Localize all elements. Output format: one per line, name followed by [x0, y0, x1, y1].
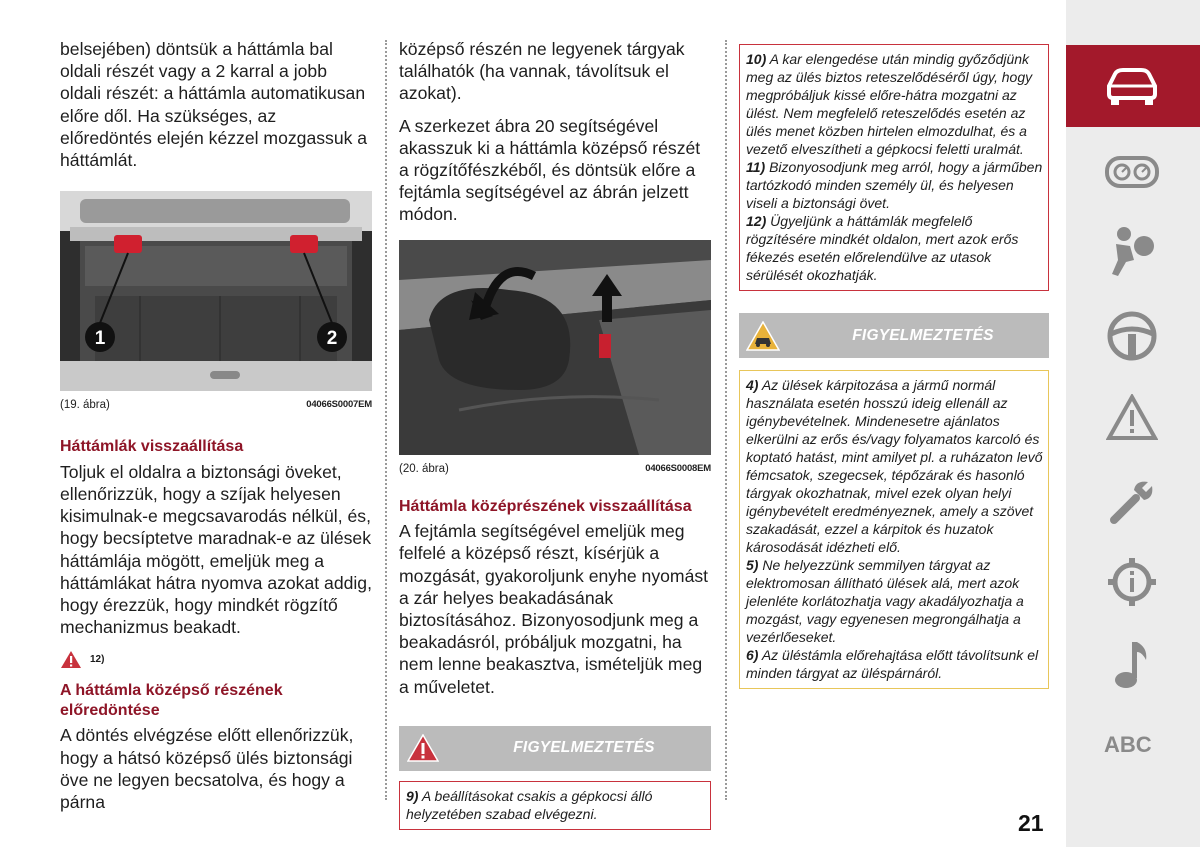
note-item	[746, 376, 1043, 556]
music-note-icon	[1108, 638, 1156, 690]
note-number: 6)	[746, 647, 759, 663]
callout-2: 2	[326, 328, 338, 350]
warning-header	[399, 726, 711, 771]
note-number: 10)	[746, 51, 767, 67]
warning-triangle-icon	[746, 321, 780, 351]
figure-caption	[399, 463, 711, 475]
paragraph: Toljuk el oldalra a biztonsági öveket, ellenőrizzük, hogy a szíjak helyesen kisimulnak-e megcsavarodás nélkül, és, hogy becsíptetve maradnak-e az ülések háttámlája mögött, emeljük meg a háttámlákat hátra nyomva azokat addig, hogy érezzük, hogy mindkét rögzítő mechanizmus beakadt.	[60, 461, 372, 638]
note-number: 5)	[746, 557, 759, 573]
warning-triangle-icon	[60, 650, 82, 669]
note-item	[746, 646, 1043, 682]
car-icon	[1103, 64, 1161, 108]
section-heading: Háttámla középrészének visszaállítása	[399, 497, 692, 515]
sidebar-item-warnings[interactable]	[1102, 390, 1162, 446]
warning-triangle-icon	[407, 734, 439, 762]
warning-notes-box	[739, 44, 1049, 291]
note-number: 12)	[746, 213, 767, 229]
note-text: Az üléstámla előrehajtása előtt távolítsunk el minden tárgyat az üléspárnáról.	[746, 647, 1039, 681]
paragraph: A szerkezet ábra 20 segítségével akasszuk ki a háttámla középső részét a rögzítőfészkéből, és döntsük előre a fejtámla segítségével az ábrán jelzett módon.	[399, 115, 701, 225]
column-3	[739, 44, 1049, 689]
figure-label: (20. ábra)	[399, 462, 449, 475]
note-text: A kar elengedése után mindig győződjünk meg az ülés biztos reteszelődéséről úgy, hogy megpróbáljuk kissé előre-hátra mozgatni az ülést. Nem megfelelő reteszelődés esetén az ülés menet közben hirtelen elmozdulhat, és a vezető elveszítheti a gépkocsi feletti uralmát.	[746, 51, 1033, 157]
info-gear-icon	[1106, 556, 1158, 608]
note-item	[746, 50, 1043, 158]
page-number: 21	[1018, 810, 1044, 836]
paragraph: belsejében) döntsük a háttámla bal oldali részét vagy a 2 karral a jobb oldali részét: a háttámla automatikusan előre dől. Ha szükséges, az előredöntés elején kézzel mozgassuk a háttámlát.	[60, 39, 368, 171]
figure-19-trunk	[60, 191, 372, 391]
airbag-icon	[1104, 224, 1160, 280]
column-divider	[385, 40, 387, 800]
note-item	[746, 212, 1043, 284]
section-heading: A háttámla középső részének előredöntése	[60, 682, 283, 719]
sidebar-item-dashboard[interactable]	[1102, 144, 1162, 200]
paragraph: középső részén ne legyenek tárgyak találhatók (ha vannak, távolítsuk el azokat).	[399, 39, 685, 104]
warning-header	[739, 313, 1049, 358]
wrench-icon	[1106, 476, 1158, 528]
sidebar-item-maintenance[interactable]	[1102, 474, 1162, 530]
column-1	[60, 38, 372, 813]
sidebar-item-airbag[interactable]	[1102, 224, 1162, 280]
note-item	[746, 556, 1043, 646]
section-heading: Háttámlák visszaállítása	[60, 438, 244, 456]
callout-1: 1	[94, 328, 106, 350]
note-number: 11)	[746, 159, 766, 175]
sidebar-item-car[interactable]	[1102, 58, 1162, 114]
note-number: 4)	[746, 377, 759, 393]
paragraph: A döntés elvégzése előtt ellenőrizzük, hogy a hátsó középső ülés biztonsági öve ne legyen becsatolva, és hogy a párna	[60, 725, 354, 812]
note-text: Ügyeljünk a háttámlák megfelelő rögzítésére mindkét oldalon, mert azok erős fékezés esetén előrelendülve az utasok sérülését okozhatják.	[746, 213, 1019, 283]
warning-triangle-icon	[1106, 394, 1158, 442]
warning-reference	[60, 650, 372, 669]
note-text: Ne helyezzünk semmilyen tárgyat az elektromosan állítható ülések alá, mert azok jelenléte korlátozhatja vagy akadályozhatja a mozgást, vagy egyenesen megrongálhatja a vezérlőeseket.	[746, 557, 1024, 645]
figure-label: (19. ábra)	[60, 399, 110, 412]
note-item	[746, 158, 1043, 212]
note-number: 9)	[406, 787, 419, 804]
dashboard-icon	[1104, 152, 1160, 192]
paragraph: A fejtámla segítségével emeljük meg felfelé a középső részt, kísérjük a mozgását, gyakoroljunk enyhe nyomást a zár helyes beakadásának biztosításához. Bizonyosodjunk meg a beakadásról, próbáljuk mozgatni, ha nem lenne beakasztva, ismételjük meg a műveletet.	[399, 521, 709, 697]
sidebar-item-index[interactable]: ABC	[1104, 732, 1152, 757]
sidebar-item-steering[interactable]	[1102, 308, 1162, 364]
steering-wheel-icon	[1106, 310, 1158, 362]
warning-title: FIGYELMEZTETÉS	[513, 739, 655, 757]
figure-code: 04066S0008EM	[645, 462, 711, 474]
note-text: Bizonyosodjunk meg arról, hogy a járműben tartózkodó minden személy ül, és helyesen viseli a biztonsági övet.	[746, 159, 1043, 211]
figure-code: 04066S0007EM	[306, 399, 372, 411]
warning-ref-number: 12)	[90, 654, 105, 666]
warning-title: FIGYELMEZTETÉS	[852, 326, 994, 344]
figure-caption	[60, 399, 372, 411]
note-text: Az ülések kárpitozása a jármű normál használata esetén hosszú ideig ellenáll az igénybevételnek. Mindenesetre ajánlatos elkerülni az erős és/vagy folyamatos karcoló és koptató hatást, mint amilyet pl. a ruházaton levő fémcsatok, szegecsek, tépőzárak és hasonló tárgyak okozhatnak, mivel ezek olyan helyi igénybevételt eredményeznek, amely a szövet szakadását, ezzel a kárpitok és huzatok károsodását idézheti elő.	[746, 377, 1043, 555]
note-text: A beállításokat csakis a gépkocsi álló helyzetében szabad elvégezni.	[406, 787, 653, 822]
warning-note	[399, 781, 711, 830]
column-2	[399, 38, 711, 830]
figure-20-headrest	[399, 240, 711, 455]
sidebar-item-technical-data[interactable]	[1102, 554, 1162, 610]
sidebar-item-multimedia[interactable]	[1102, 636, 1162, 692]
caution-notes-box	[739, 370, 1049, 689]
column-divider	[725, 40, 727, 800]
